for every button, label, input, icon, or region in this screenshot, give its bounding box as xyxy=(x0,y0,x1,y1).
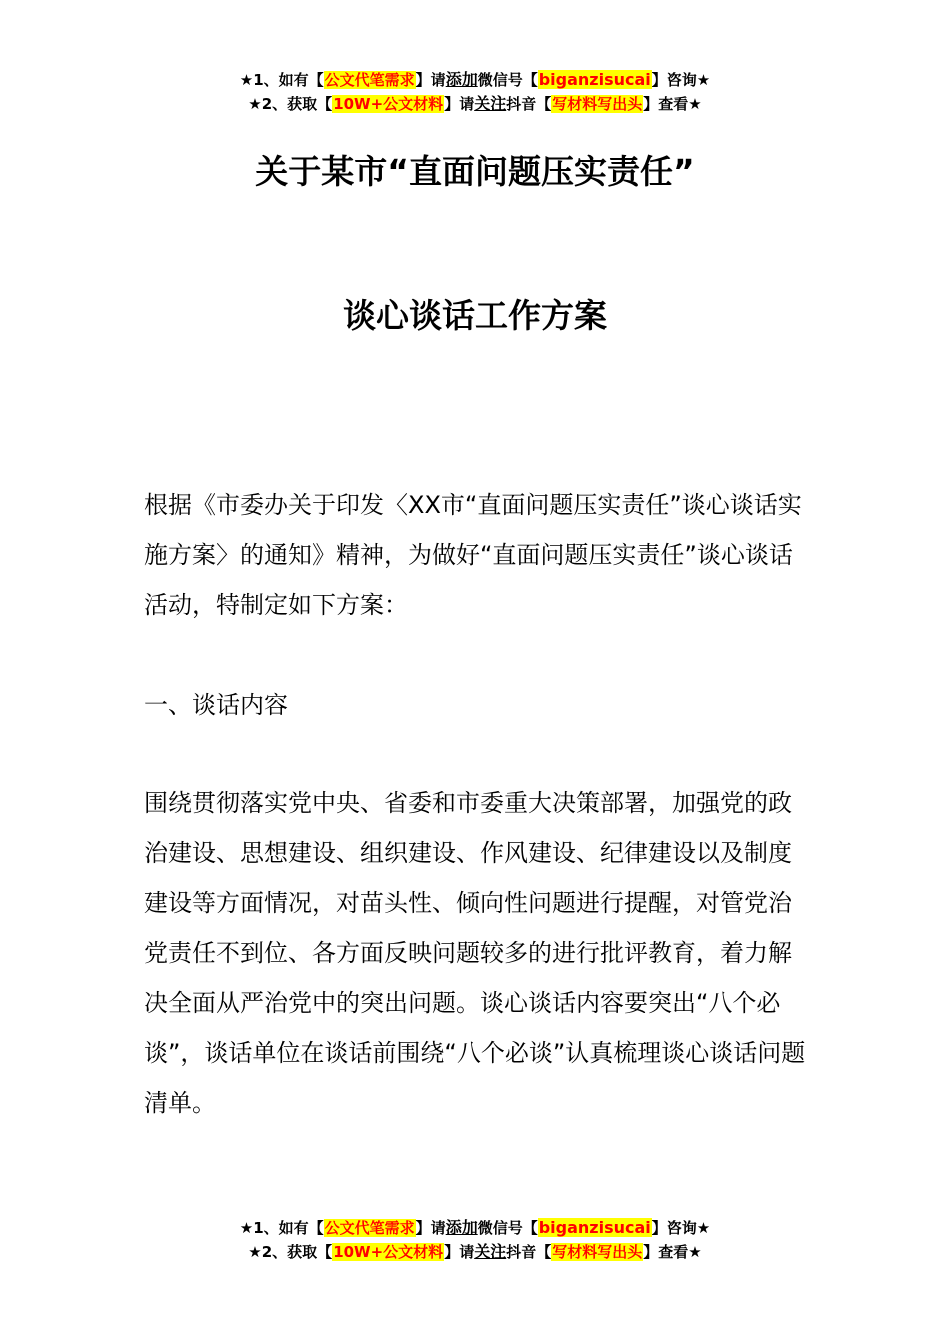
banner-text: 】查看★ xyxy=(643,1243,702,1261)
banner-text: 】咨询★ xyxy=(651,1219,711,1237)
banner-highlight: 公文代笔需求 xyxy=(324,71,415,89)
banner-line-1 xyxy=(0,68,950,92)
banner-text: 】请 xyxy=(444,1243,475,1261)
banner-highlight: 10W+公文材料 xyxy=(333,95,444,113)
section-heading: 一、谈话内容 xyxy=(144,691,288,719)
banner-text: 微信号【 xyxy=(477,71,538,89)
footer-banner xyxy=(0,1216,950,1264)
banner-text: 】请 xyxy=(415,1219,446,1237)
banner-text: ★1、如有【 xyxy=(239,1219,324,1237)
banner-text: 】咨询★ xyxy=(651,71,711,89)
banner-line-1 xyxy=(0,1216,950,1240)
banner-text: 】请 xyxy=(444,95,475,113)
banner-text: 抖音【 xyxy=(506,1243,552,1261)
banner-text: 抖音【 xyxy=(506,95,552,113)
banner-highlight: biganzisucai xyxy=(538,70,651,89)
banner-text: ★1、如有【 xyxy=(239,71,324,89)
header-banner xyxy=(0,68,950,116)
body-paragraph: 围绕贯彻落实党中央、省委和市委重大决策部署，加强党的政治建设、思想建设、组织建设、作风建设、纪律建设以及制度建设等方面情况，对苗头性、倾向性问题进行提醒，对管党治党责任不到位、各方面反映问题较多的进行批评教育，着力解决全面从严治党中的突出问题。谈心谈话内容要突出“八个必谈”，谈话单位在谈话前围绕“八个必谈”认真梳理谈心谈话问题清单。 xyxy=(144,789,806,1117)
banner-underline: 添加 xyxy=(445,70,478,89)
banner-text: 微信号【 xyxy=(477,1219,538,1237)
document-title-line-1: 关于某市“直面问题压实责任” xyxy=(255,152,695,191)
banner-highlight: 公文代笔需求 xyxy=(324,1219,415,1237)
banner-text: ★2、获取【 xyxy=(248,1243,333,1261)
banner-highlight: biganzisucai xyxy=(538,1218,651,1237)
banner-text: 】查看★ xyxy=(643,95,702,113)
banner-highlight: 10W+公文材料 xyxy=(333,1243,444,1261)
intro-paragraph: 根据《市委办关于印发〈XX市“直面问题压实责任”谈心谈话实施方案〉的通知》精神，为做好“直面问题压实责任”谈心谈话活动，特制定如下方案： xyxy=(144,491,802,619)
banner-underline: 关注 xyxy=(474,94,507,113)
banner-line-2 xyxy=(0,1240,950,1264)
banner-line-2 xyxy=(0,92,950,116)
banner-highlight: 写材料写出头 xyxy=(552,95,643,113)
banner-highlight: 写材料写出头 xyxy=(552,1243,643,1261)
document-title-line-2: 谈心谈话工作方案 xyxy=(343,296,607,335)
banner-underline: 关注 xyxy=(474,1242,507,1261)
banner-text: 】请 xyxy=(415,71,446,89)
banner-text: ★2、获取【 xyxy=(248,95,333,113)
banner-underline: 添加 xyxy=(445,1218,478,1237)
